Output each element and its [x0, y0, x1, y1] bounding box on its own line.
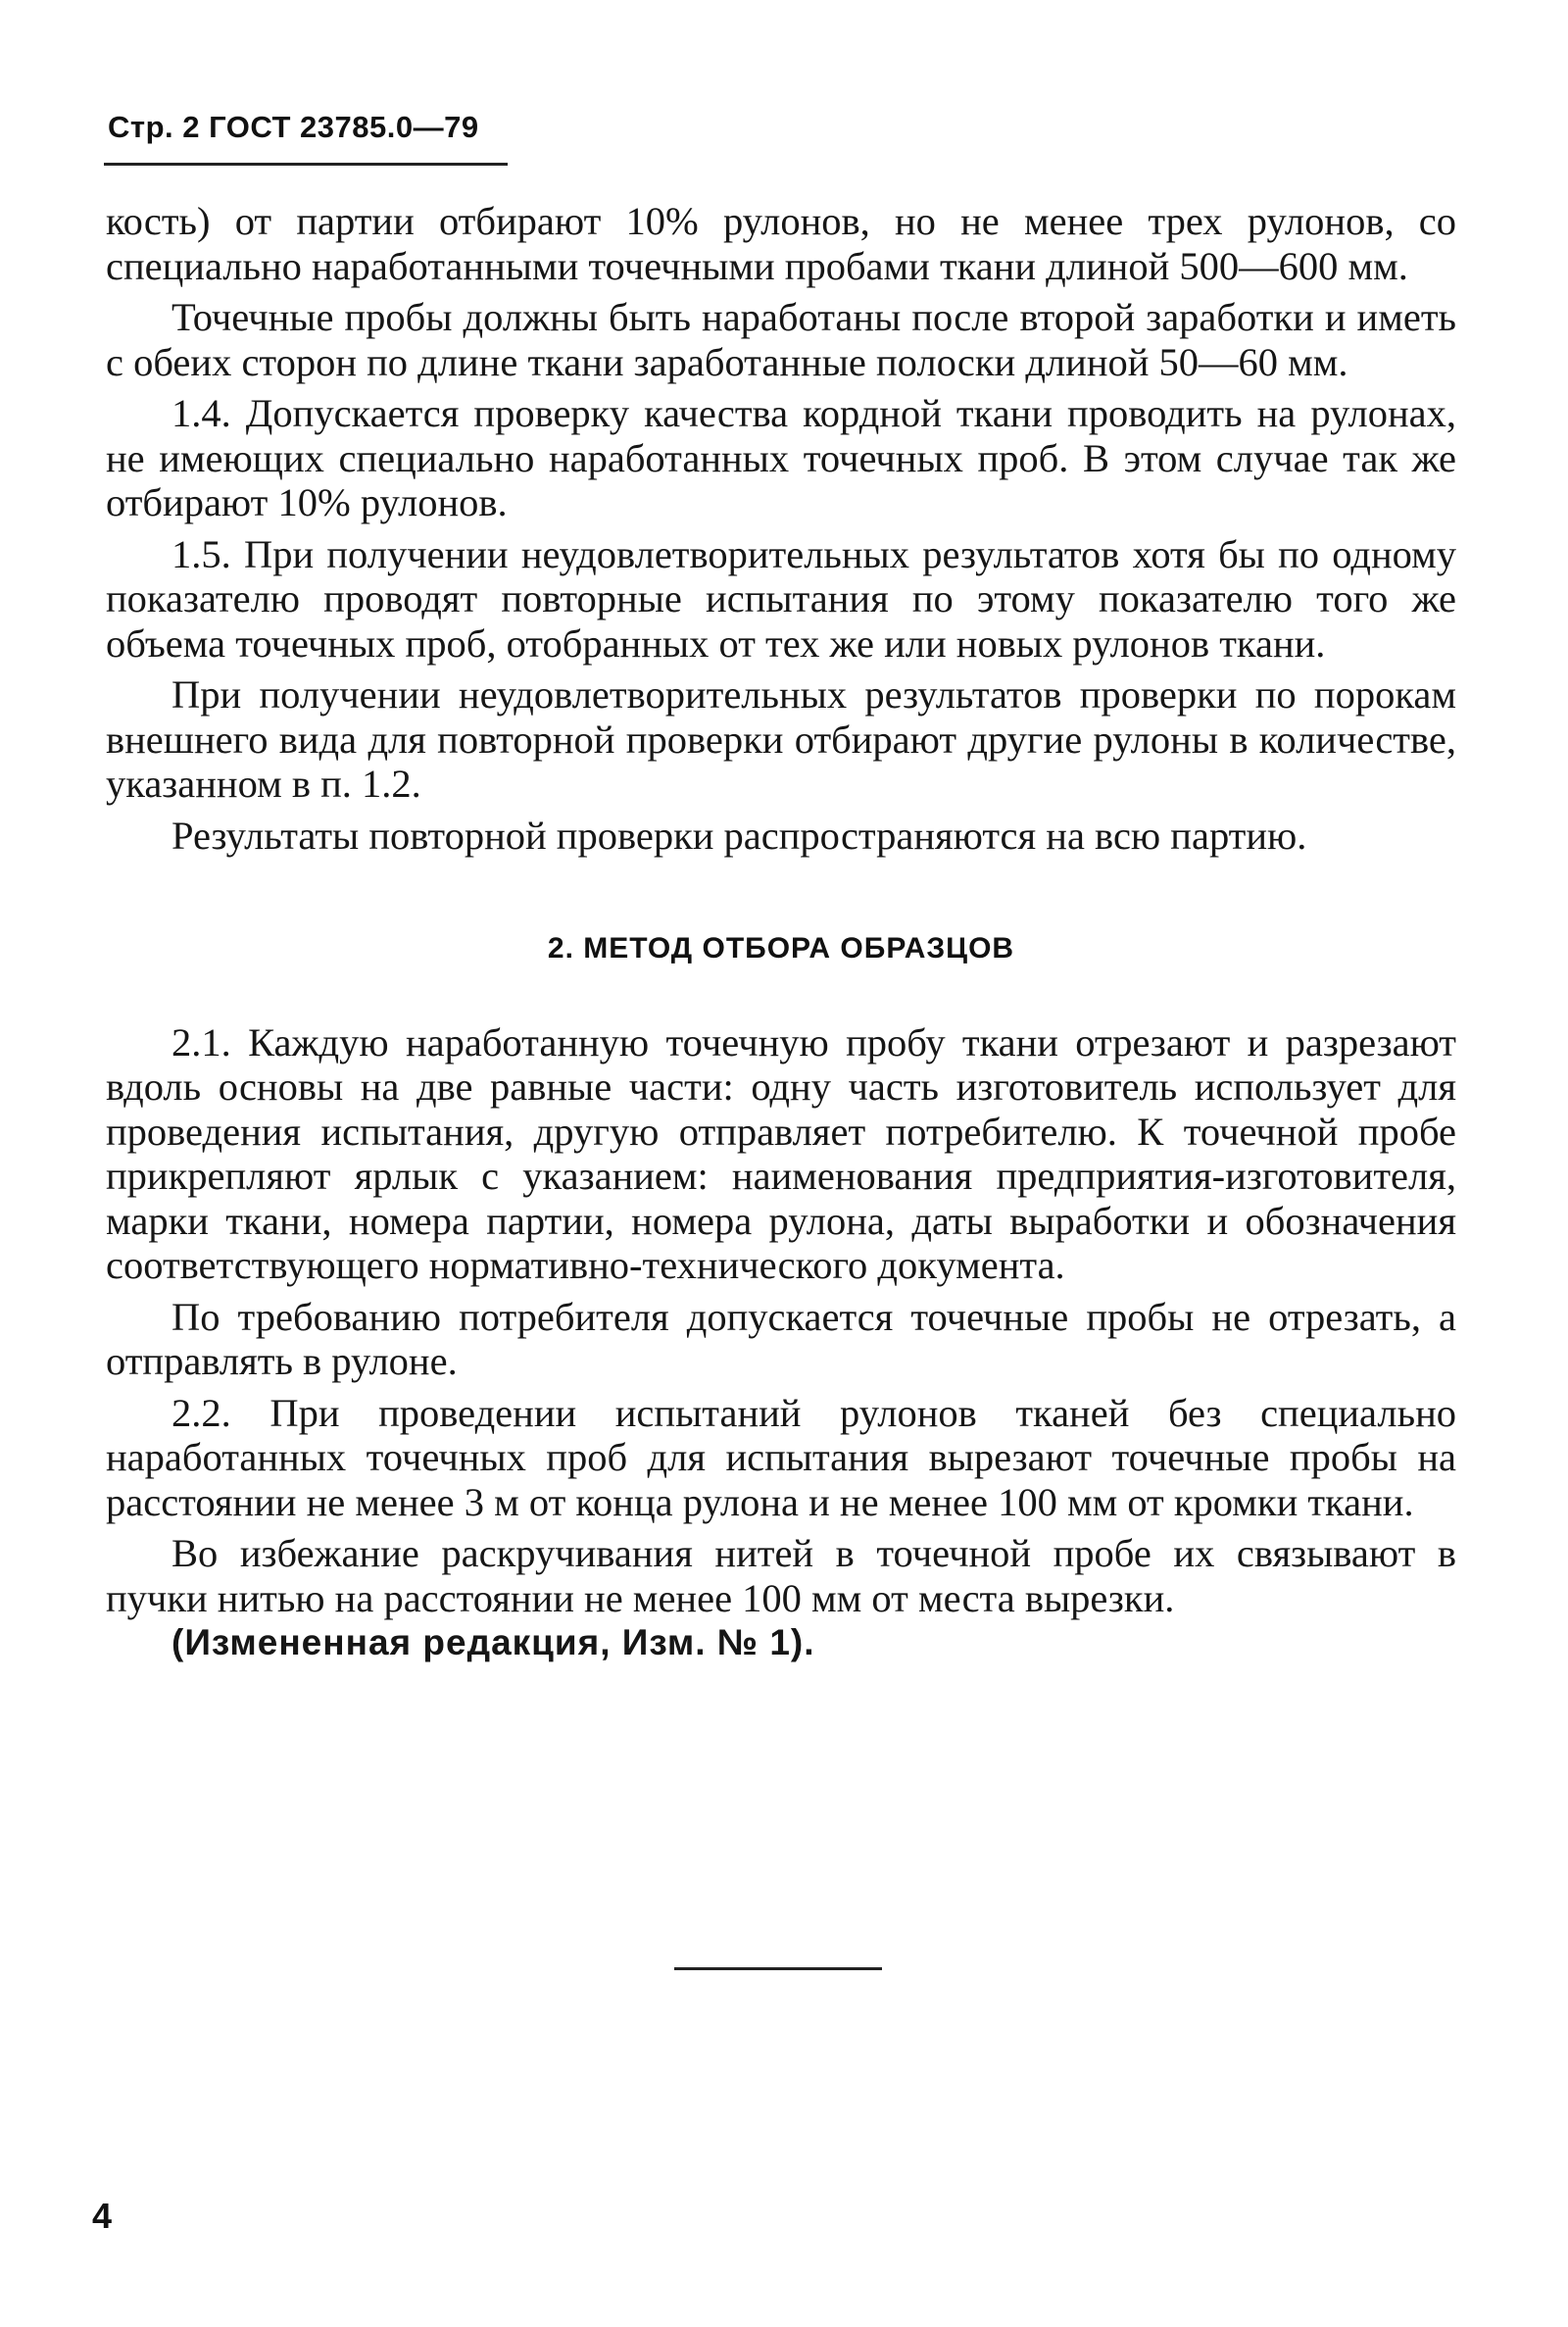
amendment-note: (Измененная редакция, Изм. № 1).	[172, 1622, 815, 1662]
paragraph: Во избежание раскручивания нитей в точечной пробе их связывают в пучки нитью на расстоянии не менее 100 мм от места вырезки.	[106, 1531, 1456, 1620]
paragraph: Точечные пробы должны быть наработаны после второй заработки и иметь с обеих сторон по длине ткани заработанные полоски длиной 50—60 мм.	[106, 295, 1456, 384]
page-header: Стр. 2 ГОСТ 23785.0—79	[108, 110, 479, 144]
page-number: 4	[92, 2196, 113, 2236]
end-rule	[674, 1967, 882, 1970]
header-rule	[104, 163, 508, 166]
paragraph: Результаты повторной проверки распространяются на всю партию.	[172, 813, 1307, 858]
paragraph: По требованию потребителя допускается точечные пробы не отрезать, а отправлять в рулоне.	[106, 1294, 1456, 1383]
paragraph-continuation: кость) от партии отбирают 10% рулонов, но не менее трех рулонов, со специально наработанными точечными пробами ткани длиной 500—600 мм.	[106, 199, 1456, 288]
clause-2-2: 2.2. При проведении испытаний рулонов тканей без специально наработанных точечных проб для испытания вырезают точечные пробы на расстоянии не менее 3 м от конца рулона и не менее 100 мм от кромки ткани.	[106, 1390, 1456, 1524]
paragraph: При получении неудовлетворительных результатов проверки по порокам внешнего вида для повторной проверки отбирают другие рулоны в количестве, указанном в п. 1.2.	[106, 672, 1456, 806]
clause-2-1: 2.1. Каждую наработанную точечную пробу ткани отрезают и разрезают вдоль основы на две равные части: одну часть изготовитель использует для проведения испытания, другую отправляет потребителю. К точечной пробе прикрепляют ярлык с указанием: наименования предприятия-изготовителя, марки ткани, номера партии, номера рулона, даты выработки и обозначения соответствующего нормативно-технического документа.	[106, 1019, 1456, 1287]
document-body	[106, 199, 1456, 1665]
clause-1-4: 1.4. Допускается проверку качества кордной ткани проводить на рулонах, не имеющих специально наработанных точечных проб. В этом случае так же отбирают 10% рулонов.	[106, 391, 1456, 524]
clause-1-5: 1.5. При получении неудовлетворительных результатов хотя бы по одному показателю проводят повторные испытания по этому показателю того же объема точечных проб, отобранных от тех же или новых рулонов ткани.	[106, 531, 1456, 666]
section-heading: 2. МЕТОД ОТБОРА ОБРАЗЦОВ	[547, 932, 1015, 965]
